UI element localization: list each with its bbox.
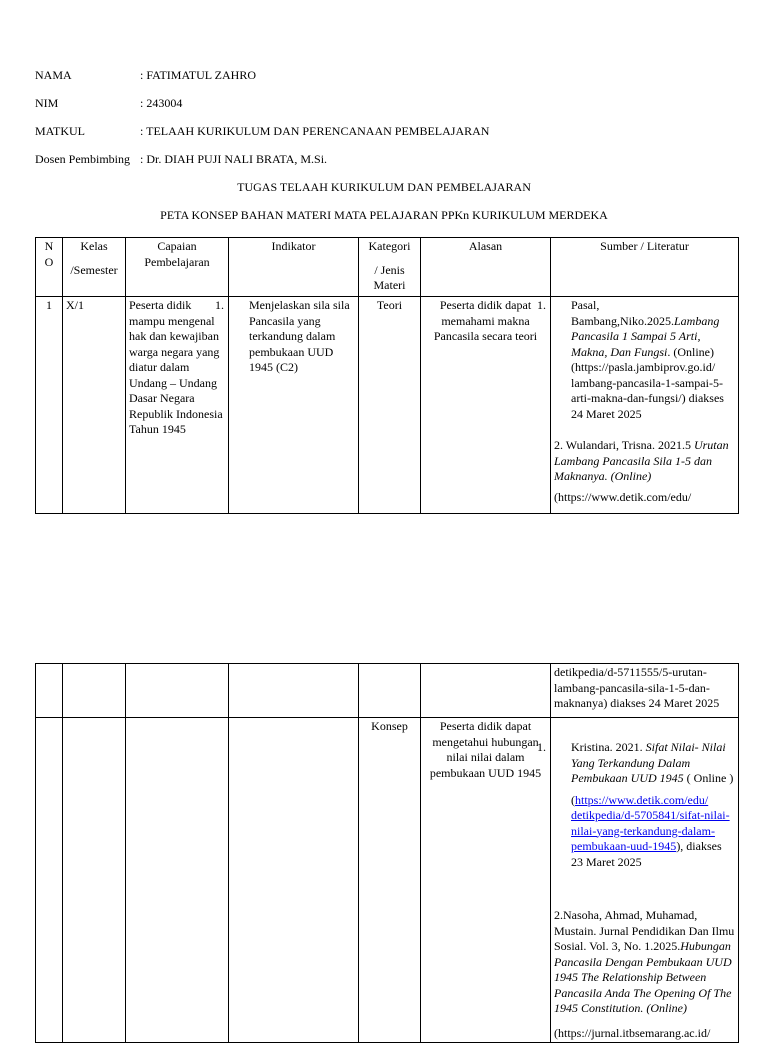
concept-map-table-continued bbox=[35, 663, 739, 1043]
header-sumber: Sumber / Literatur bbox=[551, 238, 739, 297]
row-capaian: Peserta didik mampu mengenal hak dan kewajiban warga negara yang diatur dalam Undang – Undang Dasar Negara Republik Indonesia Tahun 1945 bbox=[126, 297, 229, 514]
matkul-value: : TELAAH KURIKULUM DAN PERENCANAAN PEMBELAJARAN bbox=[140, 124, 490, 138]
row-no: 1 bbox=[36, 297, 63, 514]
header-alasan: Alasan bbox=[421, 238, 551, 297]
row-sumber: detikpedia/d-5711555/5-urutan-lambang-pancasila-sila-1-5-dan-maknanya) diakses 24 Maret 2025 bbox=[551, 664, 739, 718]
source-item: 1. Kristina. 2021. Sifat Nilai- Nilai Yang Terkandung Dalam Pembukaan UUD 1945 ( Online ) bbox=[537, 740, 734, 785]
table-row bbox=[36, 718, 739, 1043]
row-indikator: 1. Menjelaskan sila sila Pancasila yang terkandung dalam pembukaan UUD 1945 (C2) bbox=[229, 297, 359, 514]
table-header-row bbox=[36, 238, 739, 297]
row-alasan: Peserta didik dapat memahami makna Pancasila secara teori bbox=[421, 297, 551, 514]
nama-label: NAMA bbox=[35, 68, 72, 82]
header-indikator: Indikator bbox=[229, 238, 359, 297]
header-kategori: Kategori / Jenis Materi bbox=[359, 238, 421, 297]
source-link[interactable]: https://www.detik.com/edu/ detikpedia/d-5705841/sifat-nilai-nilai-yang-terkandung-dalam-pembukaan-uud-1945 bbox=[571, 792, 730, 853]
source-item: 2.Nasoha, Ahmad, Muhamad, Mustain. Jurnal Pendidikan Dan Ilmu Sosial. Vol. 3, No. 1.2025.Hubungan Pancasila Dengan Pembukaan UUD 1945 The Relationship Between Pancasila Anda The Opening Of The 1945 Constitution. (Online) bbox=[554, 908, 735, 1015]
row-kategori: Teori bbox=[359, 297, 421, 514]
dosen-label: Dosen Pembimbing bbox=[35, 152, 130, 166]
row-sumber bbox=[537, 718, 739, 1043]
nim-label: NIM bbox=[35, 96, 59, 110]
table-row bbox=[36, 664, 739, 718]
source-url: (https://jurnal.itbsemarang.ac.id/ bbox=[554, 1025, 711, 1040]
row-alasan: Peserta didik dapat mengetahui hubungan nilai nilai dalam pembukaan UUD 1945 bbox=[421, 718, 551, 1043]
dosen-value: : Dr. DIAH PUJI NALI BRATA, M.Si. bbox=[140, 152, 328, 166]
info-block bbox=[35, 68, 735, 178]
row-sumber bbox=[537, 297, 739, 514]
nama-value: : FATIMATUL ZAHRO bbox=[140, 68, 256, 82]
row-kelas: X/1 bbox=[63, 297, 126, 514]
document-title: TUGAS TELAAH KURIKULUM DAN PEMBELAJARAN bbox=[237, 180, 531, 194]
matkul-label: MATKUL bbox=[35, 124, 85, 138]
nim-value: : 243004 bbox=[140, 96, 183, 110]
header-kelas: Kelas /Semester bbox=[63, 238, 126, 297]
row-kategori: Konsep bbox=[359, 718, 421, 1043]
source-url: (https://www.detik.com/edu/ bbox=[554, 489, 692, 504]
header-no: N O bbox=[36, 238, 63, 297]
concept-map-table bbox=[35, 237, 739, 514]
source-item: 1. Pasal, Bambang,Niko.2025.Lambang Pancasila 1 Sampai 5 Arti, Makna, Dan Fungsi. (Online) (https://pasla.jambiprov.go.id/ lambang-pancasila-1-sampai-5-arti-makna-dan-fungsi/) diakses 24 Maret 2025 bbox=[537, 298, 724, 421]
table-row bbox=[36, 297, 739, 514]
source-item: 2. Wulandari, Trisna. 2021.5 Urutan Lambang Pancasila Sila 1-5 dan Maknanya. (Online) bbox=[554, 438, 729, 483]
source-link-block: (https://www.detik.com/edu/ detikpedia/d-5705841/sifat-nilai-nilai-yang-terkandung-dalam-pembukaan-uud-1945), diakses 23 Maret 2025 bbox=[571, 792, 730, 869]
document-subtitle: PETA KONSEP BAHAN MATERI MATA PELAJARAN PPKn KURIKULUM MERDEKA bbox=[160, 208, 608, 222]
header-capaian: Capaian Pembelajaran bbox=[126, 238, 229, 297]
